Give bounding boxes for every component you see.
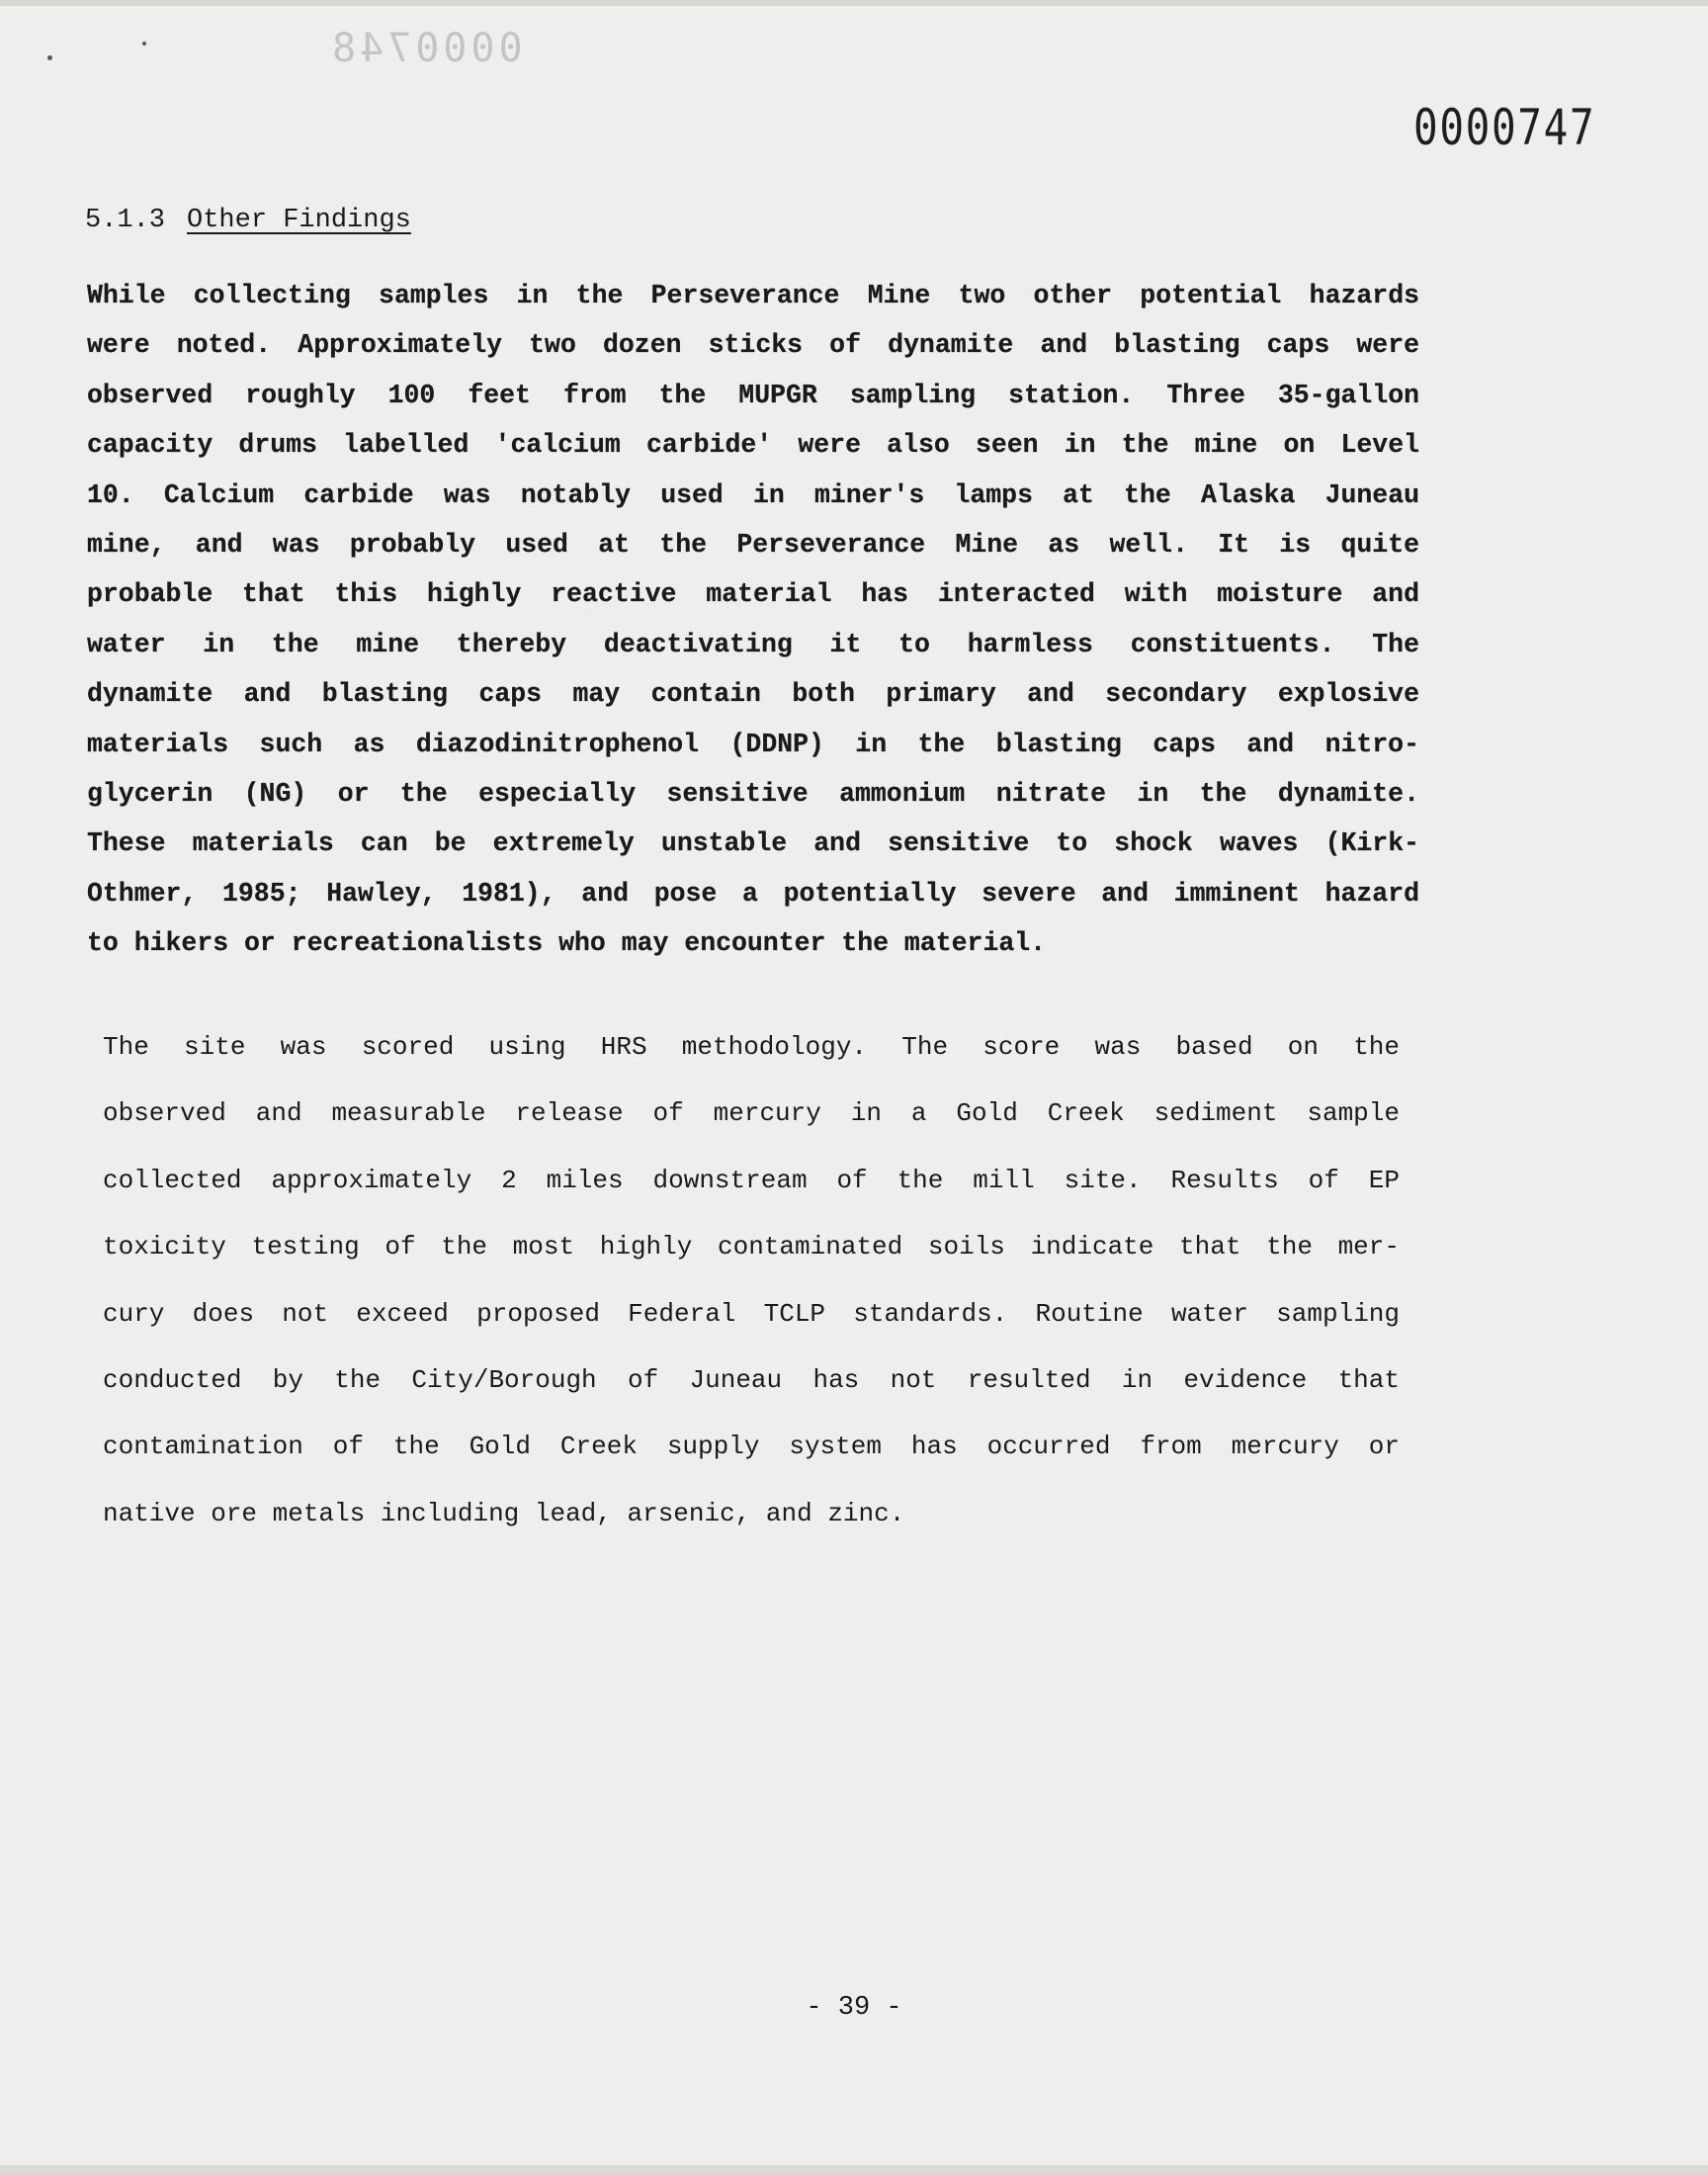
scan-edge-bottom bbox=[0, 2165, 1708, 2175]
text-line: mine, and was probably used at the Perseverance Mine as well. It is quite bbox=[87, 530, 1419, 561]
scan-speck bbox=[47, 55, 52, 60]
text-line: cury does not exceed proposed Federal TCLP standards. Routine water sampling bbox=[103, 1298, 1400, 1329]
text-line: water in the mine thereby deactivating it to harmless constituents. The bbox=[87, 629, 1419, 659]
section-heading bbox=[85, 206, 411, 235]
paragraph-hrs-score bbox=[103, 1014, 1400, 1547]
text-line: The site was scored using HRS methodology. The score was based on the bbox=[103, 1032, 1400, 1062]
text-line: 10. Calcium carbide was notably used in miner's lamps at the Alaska Juneau bbox=[87, 479, 1419, 510]
text-line: These materials can be extremely unstable and sensitive to shock waves (Kirk- bbox=[87, 828, 1419, 859]
text-line: glycerin (NG) or the especially sensitive ammonium nitrate in the dynamite. bbox=[87, 779, 1419, 810]
text-line: collected approximately 2 miles downstream of the mill site. Results of EP bbox=[103, 1165, 1400, 1195]
text-line: probable that this highly reactive material has interacted with moisture and bbox=[87, 579, 1419, 610]
bleed-through-number: 0000748 bbox=[328, 26, 523, 71]
page-number: - 39 - bbox=[806, 1993, 902, 2023]
section-title: Other Findings bbox=[187, 206, 411, 235]
text-line: contamination of the Gold Creek supply system has occurred from mercury or bbox=[103, 1432, 1400, 1462]
text-line: native ore metals including lead, arsenic, and zinc. bbox=[103, 1498, 905, 1528]
text-line: observed and measurable release of mercury in a Gold Creek sediment sample bbox=[103, 1098, 1400, 1129]
section-number: 5.1.3 bbox=[85, 206, 166, 235]
scan-speck bbox=[142, 42, 146, 45]
text-line: toxicity testing of the most highly contaminated soils indicate that the mer- bbox=[103, 1232, 1400, 1262]
text-line: materials such as diazodinitrophenol (DDNP) in the blasting caps and nitro- bbox=[87, 729, 1419, 759]
scan-edge-top bbox=[0, 0, 1708, 6]
text-line: conducted by the City/Borough of Juneau has not resulted in evidence that bbox=[103, 1365, 1400, 1396]
text-line: While collecting samples in the Perseverance Mine two other potential hazards bbox=[87, 281, 1419, 310]
text-line: to hikers or recreationalists who may encounter the material. bbox=[87, 928, 1047, 959]
text-line: capacity drums labelled 'calcium carbide' were also seen in the mine on Level bbox=[87, 430, 1419, 461]
text-line: were noted. Approximately two dozen sticks of dynamite and blasting caps were bbox=[87, 330, 1419, 361]
paragraph-hazards bbox=[87, 271, 1419, 969]
text-line: Othmer, 1985; Hawley, 1981), and pose a potentially severe and imminent hazard bbox=[87, 878, 1419, 909]
text-line: observed roughly 100 feet from the MUPGR sampling station. Three 35-gallon bbox=[87, 380, 1419, 410]
document-control-number: 0000747 bbox=[1413, 99, 1596, 156]
text-line: dynamite and blasting caps may contain both primary and secondary explosive bbox=[87, 679, 1419, 710]
